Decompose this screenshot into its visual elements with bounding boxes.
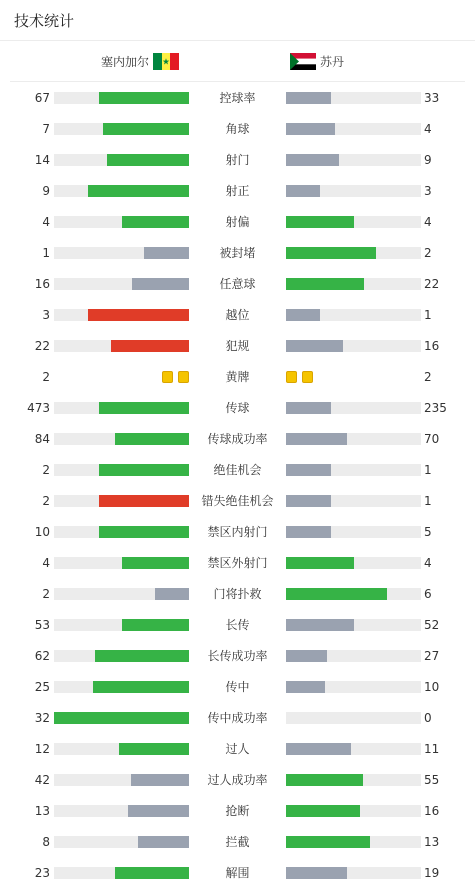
away-stat-value: 1: [424, 494, 432, 508]
away-stat-value: 1: [424, 308, 432, 322]
home-stat-value: 22: [34, 339, 50, 353]
home-stat-value: 2: [42, 463, 50, 477]
away-stat-value: 1: [424, 463, 432, 477]
away-stat-bar-track: [286, 681, 421, 693]
home-stat-value: 7: [42, 122, 50, 136]
stat-label: 任意球: [219, 277, 256, 291]
away-stat-bar-track: [286, 92, 421, 104]
stat-label: 射偏: [225, 215, 250, 229]
away-stat-value: 4: [424, 122, 432, 136]
away-stat-value: 5: [424, 525, 432, 539]
home-stat-value: 84: [34, 432, 50, 446]
away-stat-bar: [286, 774, 363, 786]
home-stat-value: 13: [34, 804, 50, 818]
away-stat-bar: [286, 619, 354, 631]
away-stat-value: 52: [424, 618, 440, 632]
stat-label: 传球成功率: [207, 432, 268, 446]
away-team: [290, 53, 344, 70]
home-yellow-cards: [162, 371, 189, 383]
home-stat-bar-track: [54, 185, 189, 197]
stat-label: 禁区外射门: [207, 556, 268, 570]
away-stat-bar-track: [286, 712, 421, 724]
stat-label: 过人: [225, 742, 250, 756]
away-stat-bar-track: [286, 526, 421, 538]
away-stat-bar: [286, 526, 331, 538]
away-stat-bar-track: [286, 402, 421, 414]
stat-row: [0, 455, 475, 486]
away-stat-value: 2: [424, 246, 432, 260]
home-stat-value: 8: [42, 835, 50, 849]
away-stat-bar: [286, 588, 387, 600]
stat-row: [0, 517, 475, 548]
stat-row: [0, 827, 475, 858]
senegal-flag-icon: [153, 53, 179, 70]
away-stat-bar: [286, 154, 339, 166]
away-stat-bar: [286, 681, 325, 693]
home-team-name: 塞内加尔: [100, 55, 149, 69]
stat-label: 传中: [225, 680, 250, 694]
home-stat-bar: [88, 185, 189, 197]
away-stat-value: 13: [424, 835, 440, 849]
away-stat-value: 3: [424, 184, 432, 198]
away-stat-bar-track: [286, 867, 421, 879]
home-stat-bar: [93, 681, 189, 693]
home-stat-value: 2: [42, 370, 50, 384]
home-stat-bar-track: [54, 402, 189, 414]
away-stat-bar: [286, 278, 364, 290]
away-stat-bar: [286, 247, 376, 259]
stat-row: [0, 641, 475, 672]
stats-list: [0, 82, 475, 889]
home-stat-value: 10: [34, 525, 50, 539]
home-stat-bar: [103, 123, 189, 135]
away-stat-bar-track: [286, 805, 421, 817]
home-stat-value: 53: [34, 618, 50, 632]
away-stat-bar-track: [286, 743, 421, 755]
home-stat-bar: [99, 92, 189, 104]
away-stat-bar: [286, 464, 331, 476]
stat-label: 绝佳机会: [213, 463, 262, 477]
away-stat-bar-track: [286, 774, 421, 786]
stat-row: [0, 424, 475, 455]
stat-row: [0, 672, 475, 703]
home-stat-bar: [111, 340, 189, 352]
home-stat-value: 4: [42, 215, 50, 229]
home-team: [101, 53, 179, 70]
home-stat-value: 2: [42, 587, 50, 601]
away-stat-bar: [286, 309, 320, 321]
away-stat-bar: [286, 557, 354, 569]
home-stat-value: 16: [34, 277, 50, 291]
home-stat-value: 25: [34, 680, 50, 694]
away-stat-value: 70: [424, 432, 440, 446]
home-stat-bar: [128, 805, 189, 817]
home-stat-bar-track: [54, 340, 189, 352]
stat-row: [0, 579, 475, 610]
home-stat-bar-track: [54, 588, 189, 600]
away-stat-bar: [286, 495, 331, 507]
home-stat-value: 23: [34, 866, 50, 880]
home-stat-bar-track: [54, 154, 189, 166]
sudan-flag-icon: [290, 53, 316, 70]
home-stat-bar-track: [54, 557, 189, 569]
home-stat-bar: [54, 712, 189, 724]
stat-label: 拦截: [225, 835, 250, 849]
away-stat-value: 6: [424, 587, 432, 601]
home-stat-bar-track: [54, 247, 189, 259]
stat-row: [0, 238, 475, 269]
home-stat-value: 14: [34, 153, 50, 167]
stat-row: [0, 300, 475, 331]
stat-row: [0, 114, 475, 145]
stat-row: [0, 703, 475, 734]
home-stat-value: 2: [42, 494, 50, 508]
away-stat-bar: [286, 867, 347, 879]
home-stat-bar: [144, 247, 189, 259]
home-stat-bar-track: [54, 526, 189, 538]
home-stat-bar-track: [54, 309, 189, 321]
away-stat-value: 27: [424, 649, 440, 663]
away-stat-bar-track: [286, 216, 421, 228]
home-stat-bar: [99, 495, 189, 507]
home-stat-bar-track: [54, 743, 189, 755]
home-stat-bar-track: [54, 681, 189, 693]
stat-label: 越位: [225, 308, 250, 322]
stat-row: [0, 796, 475, 827]
home-stat-bar-track: [54, 619, 189, 631]
stat-row: [0, 176, 475, 207]
home-stat-value: 67: [34, 91, 50, 105]
stat-row: [0, 486, 475, 517]
stat-label: 传球: [225, 401, 250, 415]
away-stat-bar-track: [286, 340, 421, 352]
away-stat-bar: [286, 743, 351, 755]
home-stat-bar: [155, 588, 189, 600]
away-stat-bar-track: [286, 154, 421, 166]
away-stat-bar-track: [286, 588, 421, 600]
away-stat-bar-track: [286, 433, 421, 445]
away-yellow-cards: [286, 371, 313, 383]
stat-row: [0, 362, 475, 393]
away-stat-value: 235: [424, 401, 447, 415]
away-stat-value: 55: [424, 773, 440, 787]
yellow-card-icon: [302, 371, 313, 383]
home-stat-bar: [95, 650, 190, 662]
stat-row: [0, 269, 475, 300]
away-stat-bar: [286, 340, 343, 352]
stat-row: [0, 734, 475, 765]
home-stat-bar: [122, 557, 190, 569]
away-stat-bar-track: [286, 185, 421, 197]
home-stat-value: 3: [42, 308, 50, 322]
stat-row: [0, 765, 475, 796]
home-stat-bar: [122, 619, 190, 631]
away-stat-bar-track: [286, 464, 421, 476]
home-stat-bar-track: [54, 433, 189, 445]
home-stat-value: 12: [34, 742, 50, 756]
stat-label: 长传: [225, 618, 250, 632]
yellow-card-icon: [178, 371, 189, 383]
away-stat-value: 4: [424, 215, 432, 229]
home-stat-bar-track: [54, 123, 189, 135]
yellow-card-icon: [162, 371, 173, 383]
stat-label: 控球率: [219, 91, 256, 105]
stat-label: 射正: [225, 184, 250, 198]
away-stat-bar-track: [286, 836, 421, 848]
home-stat-bar-track: [54, 774, 189, 786]
home-stat-bar: [99, 464, 189, 476]
away-stat-bar: [286, 433, 347, 445]
away-stat-value: 9: [424, 153, 432, 167]
away-stat-bar-track: [286, 557, 421, 569]
away-stat-bar-track: [286, 247, 421, 259]
stat-row: [0, 331, 475, 362]
stat-label: 射门: [225, 153, 250, 167]
home-stat-bar-track: [54, 216, 189, 228]
home-stat-value: 473: [27, 401, 50, 415]
away-stat-value: 11: [424, 742, 440, 756]
home-stat-bar: [131, 774, 189, 786]
stat-label: 抢断: [225, 804, 250, 818]
stat-row: [0, 207, 475, 238]
stat-label: 黄牌: [225, 370, 250, 384]
away-stat-bar: [286, 92, 331, 104]
stat-label: 禁区内射门: [207, 525, 268, 539]
home-stat-bar-track: [54, 495, 189, 507]
away-stat-bar-track: [286, 309, 421, 321]
away-stat-bar: [286, 123, 335, 135]
away-stat-value: 2: [424, 370, 432, 384]
away-stat-bar-track: [286, 619, 421, 631]
home-stat-bar: [115, 867, 189, 879]
home-stat-value: 1: [42, 246, 50, 260]
away-stat-bar: [286, 402, 331, 414]
away-stat-bar-track: [286, 123, 421, 135]
away-stat-bar-track: [286, 278, 421, 290]
home-stat-bar-track: [54, 650, 189, 662]
stat-row: [0, 548, 475, 579]
home-stat-bar-track: [54, 867, 189, 879]
home-stat-bar: [122, 216, 190, 228]
away-stat-value: 16: [424, 339, 440, 353]
stat-label: 长传成功率: [207, 649, 268, 663]
away-stat-value: 10: [424, 680, 440, 694]
away-stat-bar-track: [286, 495, 421, 507]
stat-label: 传中成功率: [207, 711, 268, 725]
home-stat-bar-track: [54, 805, 189, 817]
home-stat-bar-track: [54, 464, 189, 476]
home-stat-value: 32: [34, 711, 50, 725]
stat-row: [0, 83, 475, 114]
away-stat-bar: [286, 650, 327, 662]
stat-label: 犯规: [225, 339, 250, 353]
home-stat-value: 4: [42, 556, 50, 570]
home-stat-bar: [115, 433, 189, 445]
stat-label: 门将扑救: [213, 587, 262, 601]
away-team-name: 苏丹: [320, 55, 345, 69]
home-stat-bar: [107, 154, 189, 166]
away-stat-bar: [286, 185, 320, 197]
away-stat-value: 22: [424, 277, 440, 291]
home-stat-bar: [99, 526, 189, 538]
away-stat-value: 0: [424, 711, 432, 725]
home-stat-value: 9: [42, 184, 50, 198]
away-stat-value: 33: [424, 91, 440, 105]
away-stat-bar-track: [286, 650, 421, 662]
home-stat-bar: [119, 743, 189, 755]
stat-label: 过人成功率: [207, 773, 268, 787]
home-stat-bar: [132, 278, 189, 290]
stat-label: 角球: [225, 122, 250, 136]
away-stat-bar: [286, 216, 354, 228]
away-stat-bar: [286, 836, 370, 848]
home-stat-bar: [99, 402, 189, 414]
home-stat-bar-track: [54, 92, 189, 104]
home-stat-bar-track: [54, 712, 189, 724]
home-stat-bar: [88, 309, 189, 321]
stat-row: [0, 858, 475, 889]
home-stat-value: 62: [34, 649, 50, 663]
stats-header: [0, 0, 475, 41]
away-stat-value: 16: [424, 804, 440, 818]
teams-row: [10, 41, 465, 82]
stat-row: [0, 610, 475, 641]
home-stat-bar: [138, 836, 189, 848]
home-stat-bar-track: [54, 278, 189, 290]
stat-label: 解围: [225, 866, 250, 880]
stat-row: [0, 145, 475, 176]
home-stat-bar-track: [54, 836, 189, 848]
stat-label: 错失绝佳机会: [201, 494, 274, 508]
away-stat-bar: [286, 805, 360, 817]
home-stat-value: 42: [34, 773, 50, 787]
stat-label: 被封堵: [219, 246, 256, 260]
away-stat-value: 4: [424, 556, 432, 570]
stat-row: [0, 393, 475, 424]
away-stat-value: 19: [424, 866, 440, 880]
yellow-card-icon: [286, 371, 297, 383]
page-title: 技术统计: [14, 11, 75, 30]
